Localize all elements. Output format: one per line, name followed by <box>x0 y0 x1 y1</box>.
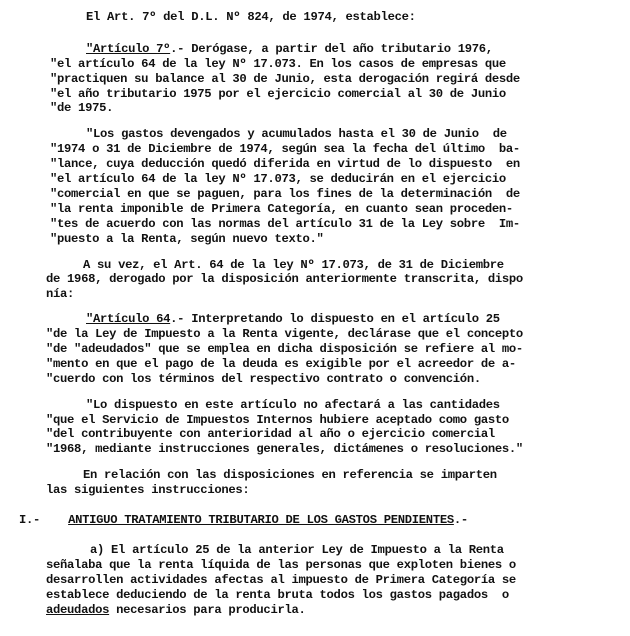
art7-first-line-rest: .- Derógase, a partir del año tributario 1976, <box>170 42 493 56</box>
gastos-line: "lance, cuya deducción quedó diferida en virtud de lo dispuesto en <box>50 157 520 171</box>
su-vez-line: de 1968, derogado por la disposición anteriormente transcrita, dispo <box>46 272 523 286</box>
relacion-line: las siguientes instrucciones: <box>46 483 250 497</box>
para-a-line: desarrollen actividades afectas al impuesto de Primera Categoría se <box>46 573 516 587</box>
art7-line: "practiquen su balance al 30 de Junio, esta derogación regirá desde <box>50 72 520 86</box>
para-a-line: señalaba que la renta líquida de las personas que exploten bienes o <box>46 558 516 572</box>
su-vez-line: nía: <box>46 287 75 301</box>
relacion-line: En relación con las disposiciones en referencia se imparten <box>83 468 497 482</box>
gastos-line: "Los gastos devengados y acumulados hasta el 30 de Junio de <box>86 127 507 141</box>
para-a-last-line <box>46 603 306 618</box>
su-vez-line: A su vez, el Art. 64 de la ley Nº 17.073, de 31 de Diciembre <box>83 258 504 272</box>
section-dash: .- <box>453 513 468 527</box>
art64-heading: "Artículo 64 <box>86 312 171 326</box>
para-a-last-rest: necesarios para producirla. <box>109 603 306 617</box>
art64-line: "mento en que el pago de la deuda es exigible por el acreedor de a- <box>46 357 516 371</box>
dispuesto-line: "del contribuyente con anterioridad al año o ejercicio comercial <box>46 427 495 441</box>
section-title: ANTIGUO TRATAMIENTO TRIBUTARIO DE LOS GASTOS PENDIENTES <box>68 513 454 527</box>
section-heading <box>19 513 468 528</box>
para-a-line: a) El artículo 25 de la anterior Ley de Impuesto a la Renta <box>90 543 504 557</box>
adeudados-word: adeudados <box>46 603 110 617</box>
gastos-line: "puesto a la Renta, según nuevo texto." <box>50 232 324 246</box>
gastos-line: "el artículo 64 de la ley Nº 17.073, se deducirán en el ejercicio <box>50 172 506 186</box>
art64-line: "de la Ley de Impuesto a la Renta vigente, declárase que el concepto <box>46 327 523 341</box>
gastos-line: "tes de acuerdo con las normas del artículo 31 de la Ley sobre Im- <box>50 217 520 231</box>
section-number: I.- <box>19 513 41 527</box>
art7-heading: "Artículo 7º <box>86 42 171 56</box>
art7-line: "el año tributario 1975 por el ejercicio comercial al 30 de Junio <box>50 87 506 101</box>
gastos-line: "1974 o 31 de Diciembre de 1974, según sea la fecha del último ba- <box>50 142 520 156</box>
art7-first-line <box>86 42 493 57</box>
para-a-line: establece deduciendo de la renta bruta todos los gastos pagados o <box>46 588 509 602</box>
art64-first-line-rest: .- Interpretando lo dispuesto en el artículo 25 <box>170 312 500 326</box>
art64-line: "de "adeudados" que se emplea en dicha disposición se refiere al mo- <box>46 342 523 356</box>
art7-line: "el artículo 64 de la ley Nº 17.073. En los casos de empresas que <box>50 57 506 71</box>
intro-line: El Art. 7º del D.L. Nº 824, de 1974, establece: <box>86 10 416 24</box>
art64-first-line <box>86 312 500 327</box>
gastos-line: "comercial en que se paguen, para los fines de la determinación de <box>50 187 520 201</box>
dispuesto-line: "Lo dispuesto en este artículo no afectará a las cantidades <box>86 398 500 412</box>
art7-line: "de 1975. <box>50 101 114 115</box>
gastos-line: "la renta imponible de Primera Categoría, en cuanto sean proceden- <box>50 202 513 216</box>
dispuesto-line: "que el Servicio de Impuestos Internos hubiere aceptado como gasto <box>46 413 509 427</box>
dispuesto-line: "1968, mediante instrucciones generales, dictámenes o resoluciones." <box>46 442 523 456</box>
art64-line: "cuerdo con los términos del respectivo contrato o convención. <box>46 372 481 386</box>
